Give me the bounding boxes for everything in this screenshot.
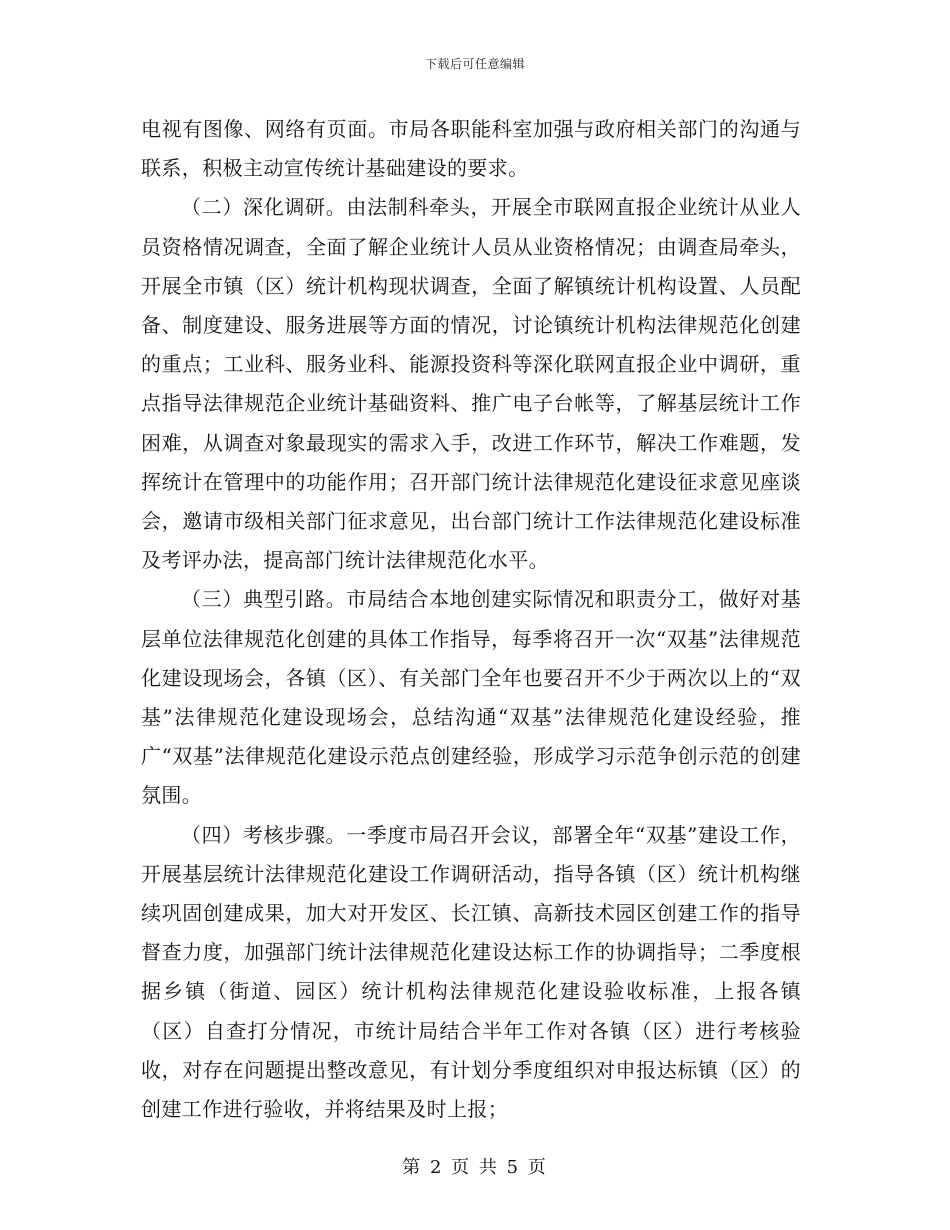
paragraph-section-3: （三）典型引路。市局结合本地创建实际情况和职责分工，做好对基层单位法律规范化创建的具体工作指导，每季将召开一次“双基”法律规范化建设现场会，各镇（区）、有关部门全年也要召开不少于两次以上的“双基”法律规范化建设现场会，总结沟通“双基”法律规范化建设经验，推广“双基”法律规范化建设示范点创建经验，形成学习示范争创示范的创建氛围。 [141, 587, 801, 808]
paragraph-section-2: （二）深化调研。由法制科牵头，开展全市联网直报企业统计从业人员资格情况调查，全面了解企业统计人员从业资格情况；由调查局牵头，开展全市镇（区）统计机构现状调查，全面了解镇统计机构设置、人员配备、制度建设、服务进展等方面的情况，讨论镇统计机构法律规范化创建的重点；工业科、服务业科、能源投资科等深化联网直报企业中调研，重点指导法律规范企业统计基础资料、推广电子台帐等，了解基层统计工作困难，从调查对象最现实的需求入手，改进工作环节，解决工作难题，发挥统计在管理中的功能作用；召开部门统计法律规范化建设征求意见座谈会，邀请市级相关部门征求意见，出台部门统计工作法律规范化建设标准及考评办法，提高部门统计法律规范化水平。 [141, 195, 801, 573]
paragraph-section-4: （四）考核步骤。一季度市局召开会议，部署全年“双基”建设工作，开展基层统计法律规范化建设工作调研活动，指导各镇（区）统计机构继续巩固创建成果，加大对开发区、长江镇、高新技术园区创建工作的指导督查力度，加强部门统计法律规范化建设达标工作的协调指导；二季度根据乡镇（街道、园区）统计机构法律规范化建设验收标准，上报各镇（区）自查打分情况，市统计局结合半年工作对各镇（区）进行考核验收，对存在问题提出整改意见，有计划分季度组织对申报达标镇（区）的创建工作进行验收，并将结果及时上报； [141, 822, 801, 1122]
document-body [141, 110, 801, 1129]
page-number-footer: 第 2 页 共 5 页 [402, 1157, 548, 1178]
paragraph-continuation: 电视有图像、网络有页面。市局各职能科室加强与政府相关部门的沟通与联系，积极主动宣传统计基础建设的要求。 [141, 117, 801, 181]
header-note: 下载后可任意编辑 [424, 57, 525, 71]
